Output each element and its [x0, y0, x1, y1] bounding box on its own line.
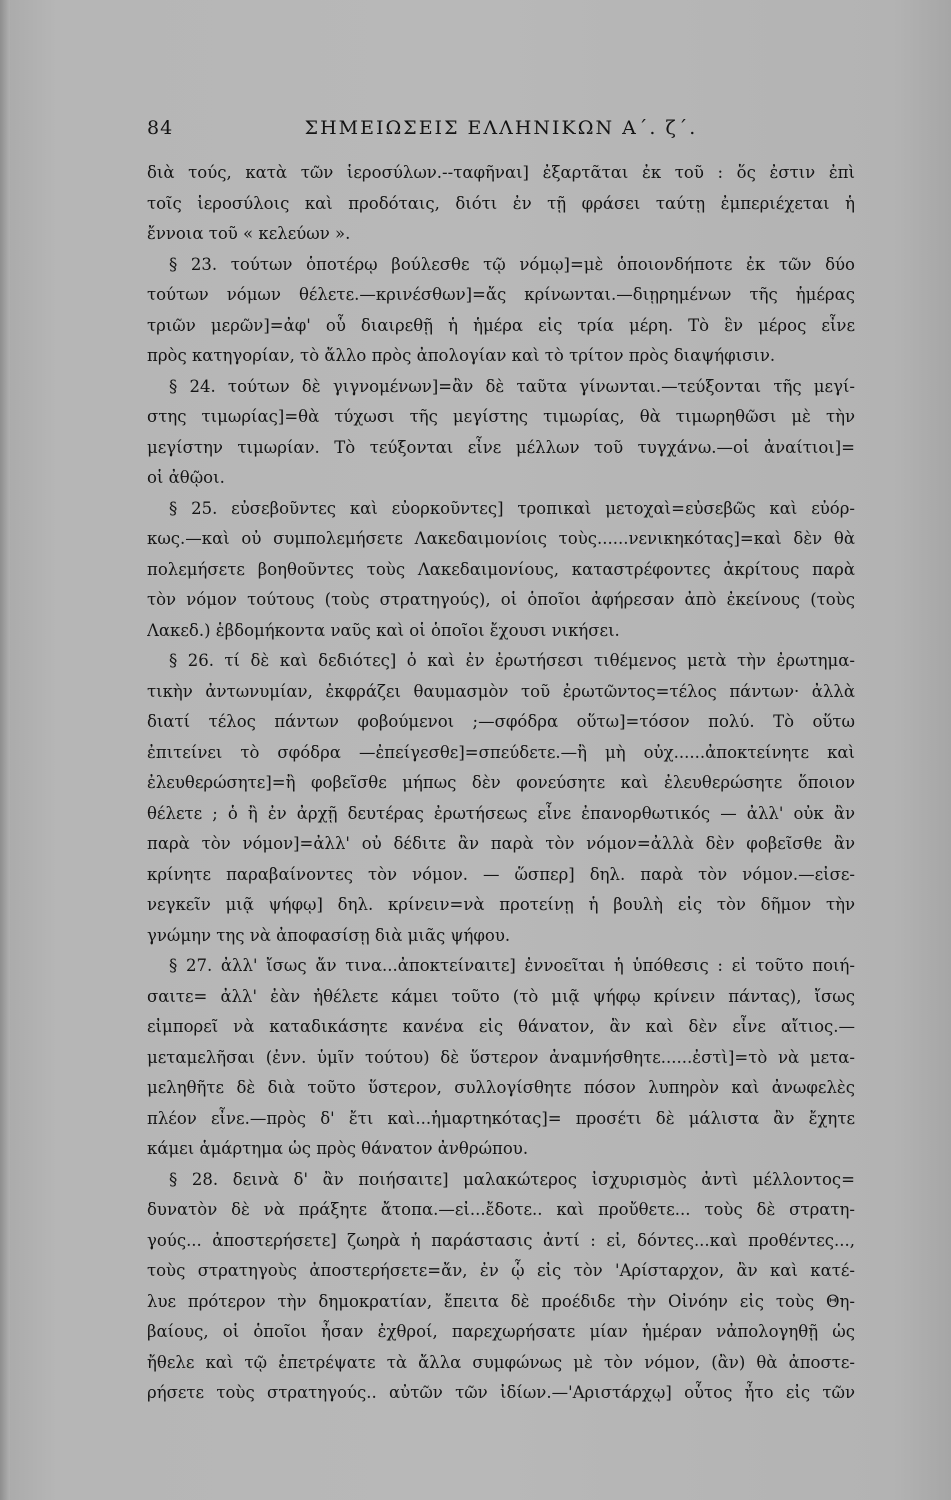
section-27-start: § 27. ἀλλ' ἴσως ἄν τινα...ἀποκτείναιτε] ἐννοεῖται ἡ ὑπόθεσις : εἰ τοῦτο ποιή-	[169, 956, 855, 975]
text-line: γούς... ἀποστερήσετε] ζωηρὰ ἡ παράστασις ἀντί : εἰ, δόντες...καὶ προθέντες...,	[147, 1230, 855, 1250]
text-line: διὰ τούς, κατὰ τῶν ἱεροσύλων.--ταφῆναι] ἐξαρτᾶται ἐκ τοῦ : ὅς ἐστιν ἐπὶ	[147, 163, 855, 182]
text-line: σαιτε= ἀλλ' ἐὰν ἠθέλετε κάμει τοῦτο (τὸ μιᾷ ψήφῳ κρίνειν πάντας), ἴσως	[147, 986, 855, 1006]
text-line: τοὺς στρατηγοὺς ἀποστερήσετε=ἄν, ἐν ᾧ εἰς τὸν 'Αρίσταρχον, ἂν καὶ κατέ-	[147, 1261, 855, 1280]
section-24-start: § 24. τούτων δὲ γιγνομένων]=ἂν δὲ ταῦτα γίνωνται.—τεύξονται τῆς μεγί-	[169, 376, 855, 396]
text-line: στης τιμωρίας]=θὰ τύχωσι τῆς μεγίστης τιμωρίας, θὰ τιμωρηθῶσι μὲ τὴν	[147, 407, 855, 426]
text-line: βαίους, οἱ ὁποῖοι ἦσαν ἐχθροί, παρεχωρήσατε μίαν ἡμέραν νἀπολογηθῇ ὡς	[147, 1322, 855, 1341]
text-line: ἔννοια τοῦ « κελεύων ».	[147, 224, 351, 243]
text-line: μεγίστην τιμωρίαν. Τὸ τεύξονται εἶνε μέλλων τοῦ τυγχάνω.—οἱ ἀναίτιοι]=	[147, 437, 855, 457]
body-text	[147, 158, 855, 1409]
text-line: τὸν νόμον τούτους (τοὺς στρατηγούς), οἱ ὁποῖοι ἀφήρεσαν ἀπὸ ἐκείνους (τοὺς	[147, 590, 855, 609]
text-line: κρίνητε παραβαίνοντες τὸν νόμον. — ὥσπερ] δηλ. παρὰ τὸν νόμον.—εἰσε-	[147, 864, 855, 884]
text-line: ἤθελε καὶ τῷ ἐπετρέψατε τὰ ἄλλα συμφώνως μὲ τὸν νόμον, (ἂν) θὰ ἀποστε-	[147, 1352, 855, 1372]
text-line: γνώμην της νὰ ἀποφασίσῃ διὰ μιᾶς ψήφου.	[147, 925, 511, 945]
text-line: κως.—καὶ οὐ συμπολεμήσετε Λακεδαιμονίοις τοὺς......νενικηκότας]=καὶ δὲν θὰ	[147, 529, 855, 548]
text-line: τοῖς ἱεροσύλοις καὶ προδόταις, διότι ἐν τῇ φράσει ταύτῃ ἐμπεριέχεται ἡ	[147, 193, 855, 213]
text-line: τούτων νόμων θέλετε.—κρινέσθων]=ἄς κρίνωνται.—διῃρημένων τῆς ἡμέρας	[147, 285, 855, 304]
text-line: λυε πρότερον τὴν δημοκρατίαν, ἔπειτα δὲ προέδιδε τὴν Οἰνόην εἰς τοὺς Θη-	[147, 1291, 855, 1311]
text-line: οἱ ἀθῷοι.	[147, 468, 225, 487]
text-line: μεταμελῆσαι (ἐνν. ὑμῖν τούτου) δὲ ὕστερον ἀναμνήσθητε......ἐστὶ]=τὸ νὰ μετα-	[147, 1047, 855, 1067]
text-line: παρὰ τὸν νόμον]=ἀλλ' οὐ δέδιτε ἂν παρὰ τὸν νόμον=ἀλλὰ δὲν φοβεῖσθε ἂν	[147, 834, 855, 853]
text-line: κάμει ἁμάρτημα ὡς πρὸς θάνατον ἀνθρώπου.	[147, 1139, 529, 1158]
text-line: Λακεδ.) ἑβδομήκοντα ναῦς καὶ οἱ ὁποῖοι ἔχουσι νικήσει.	[147, 620, 620, 640]
page-number: 84	[147, 117, 174, 139]
text-line: πλέον εἶνε.—πρὸς δ' ἔτι καὶ...ἡμαρτηκότας]= προσέτι δὲ μάλιστα ἂν ἔχητε	[147, 1108, 855, 1128]
text-line: δυνατὸν δὲ νὰ πράξητε ἄτοπα.—εἰ...ἔδοτε.. καὶ προὔθετε... τοὺς δὲ στρατη-	[147, 1200, 855, 1219]
text-line: τριῶν μερῶν]=ἀφ' οὗ διαιρεθῇ ἡ ἡμέρα εἰς τρία μέρη. Τὸ ἓν μέρος εἶνε	[147, 315, 855, 335]
page-header	[147, 117, 855, 147]
text-line: νεγκεῖν μιᾷ ψήφῳ] δηλ. κρίνειν=νὰ προτείνῃ ἡ βουλὴ εἰς τὸν δῆμον τὴν	[147, 895, 855, 914]
section-26-start: § 26. τί δὲ καὶ δεδιότες] ὁ καὶ ἐν ἐρωτήσεσι τιθέμενος μετὰ τὴν ἐρωτημα-	[169, 651, 855, 670]
text-line: πρὸς κατηγορίαν, τὸ ἄλλο πρὸς ἀπολογίαν καὶ τὸ τρίτον πρὸς διαψήφισιν.	[147, 346, 776, 365]
text-line: ρήσετε τοὺς στρατηγούς.. αὐτῶν τῶν ἰδίων.—'Αριστάρχῳ] οὗτος ἦτο εἰς τῶν	[147, 1383, 855, 1402]
section-25-start: § 25. εὐσεβοῦντες καὶ εὐορκοῦντες] τροπικαὶ μετοχαὶ=εὐσεβῶς καὶ εὐόρ-	[169, 498, 855, 518]
text-line: θέλετε ; ὁ ἢ ἐν ἀρχῇ δευτέρας ἐρωτήσεως εἶνε ἐπανορθωτικός — ἀλλ' οὐκ ἂν	[147, 803, 855, 823]
text-line: τικὴν ἀντωνυμίαν, ἐκφράζει θαυμασμὸν τοῦ ἐρωτῶντος=τέλος πάντων· ἀλλὰ	[147, 681, 855, 701]
text-line: διατί τέλος πάντων φοβούμενοι ;—σφόδρα οὕτω]=τόσον πολύ. Τὸ οὕτω	[147, 712, 855, 731]
page-edge-shadow	[0, 0, 10, 1500]
text-line: ἐλευθερώσητε]=ἢ φοβεῖσθε μήπως δὲν φονεύσητε καὶ ἐλευθερώσητε ὅποιον	[147, 773, 855, 792]
text-line: πολεμήσετε βοηθοῦντες τοὺς Λακεδαιμονίους, καταστρέφοντες ἀκρίτους παρὰ	[147, 559, 855, 579]
section-28-start: § 28. δεινὰ δ' ἂν ποιήσαιτε] μαλακώτερος ἰσχυρισμὸς ἀντὶ μέλλοντος=	[169, 1169, 855, 1189]
text-line: εἰμπορεῖ νὰ καταδικάσητε κανένα εἰς θάνατον, ἂν καὶ δὲν εἶνε αἴτιος.—	[147, 1017, 855, 1036]
running-title: ΣΗΜΕΙΩΣΕΙΣ ΕΛΛΗΝΙΚΩΝ Α΄. ζ΄.	[304, 117, 698, 139]
text-line: ἐπιτείνει τὸ σφόδρα —ἐπείγεσθε]=σπεύδετε.—ἢ μὴ οὐχ......ἀποκτείνητε καὶ	[147, 742, 855, 762]
text-line: μεληθῆτε δὲ διὰ τοῦτο ὕστερον, συλλογίσθητε πόσον λυπηρὸν καὶ ἀνωφελὲς	[147, 1078, 855, 1097]
section-23-start: § 23. τούτων ὁποτέρῳ βούλεσθε τῷ νόμῳ]=μὲ ὁποιονδήποτε ἐκ τῶν δύο	[169, 254, 855, 274]
